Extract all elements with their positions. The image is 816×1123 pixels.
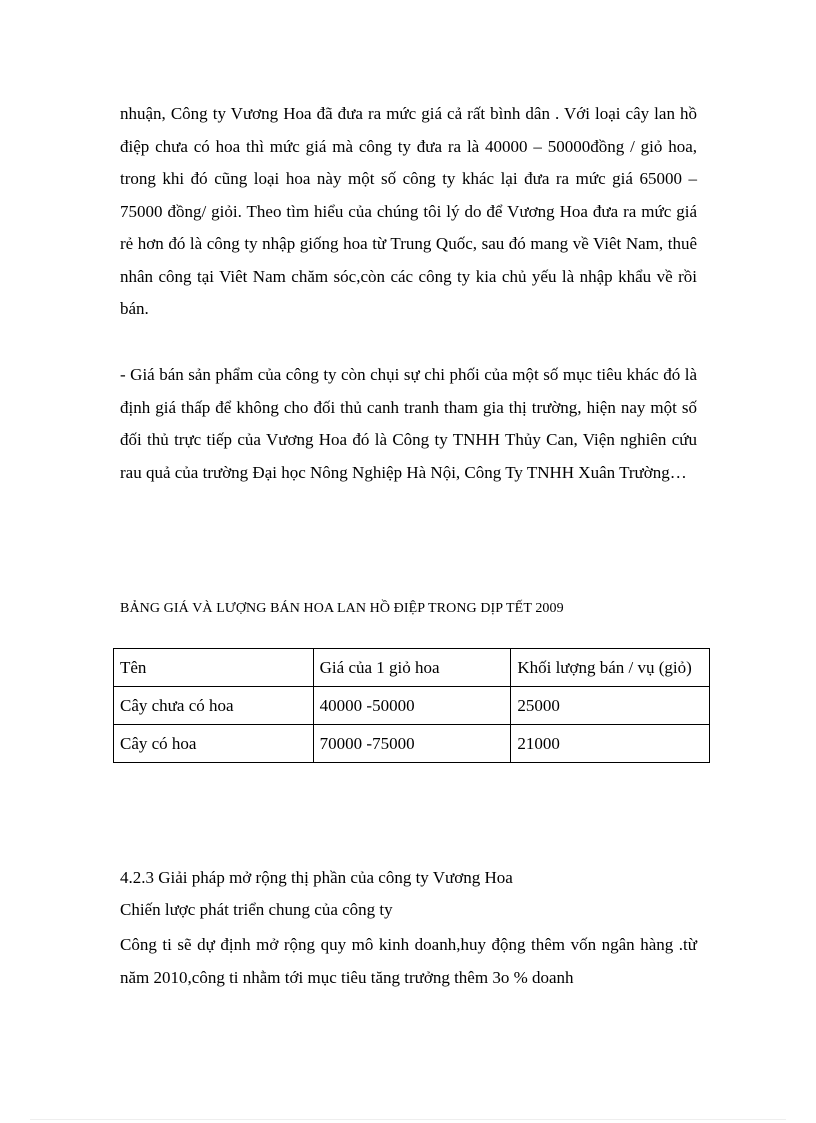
cell-price: 70000 -75000 [313,725,511,763]
section-title: 4.2.3 Giải pháp mở rộng thị phần của công ty Vương Hoa [120,868,513,887]
table-title: BẢNG GIÁ VÀ LƯỢNG BÁN HOA LAN HỒ ĐIỆP TRONG DỊP TẾT 2009 [120,601,564,616]
page-bottom-divider [30,1119,786,1120]
cell-volume: 21000 [511,725,710,763]
header-cell-name: Tên [114,649,314,687]
cell-name: Cây chưa có hoa [114,687,314,725]
table-row [114,687,710,725]
paragraph-competition [120,359,697,489]
header-cell-price: Giá của 1 giỏ hoa [313,649,511,687]
section-subtitle: Chiến lược phát triển chung của công ty [120,900,393,919]
cell-volume: 25000 [511,687,710,725]
header-cell-volume: Khối lượng bán / vụ (giỏ) [511,649,710,687]
table-row [114,725,710,763]
paragraph-pricing-text: nhuận, Công ty Vương Hoa đã đưa ra mức giá cả rất bình dân . Với loại cây lan hồ điệp chưa có hoa thì mức giá mà công ty đưa ra là 40000 – 50000đồng / giỏ hoa, trong khi đó cũng loại hoa này một số công ty khác lại đưa ra mức giá 65000 – 75000 đồng/ giỏi. Theo tìm hiểu của chúng tôi lý do để Vương Hoa đưa ra mức giá rẻ hơn đó là công ty nhập giống hoa từ Trung Quốc, sau đó mang về Viêt Nam, thuê nhân công tại Viêt Nam chăm sóc,còn các công ty kia chủ yếu là nhập khẩu về rồi bán. [120,104,697,318]
paragraph-competition-text: - Giá bán sản phẩm của công ty còn chụi sự chi phối của một số mục tiêu khác đó là định giá thấp để không cho đối thủ canh tranh tham gia thị trường, hiện nay một số đối thủ trực tiếp của Vương Hoa đó là Công ty TNHH Thủy Can, Viện nghiên cứu rau quả của trường Đại học Nông Nghiệp Hà Nội, Công Ty TNHH Xuân Trường… [120,365,697,482]
paragraph-pricing [120,98,697,326]
price-table [113,648,710,763]
cell-name: Cây có hoa [114,725,314,763]
table-header-row [114,649,710,687]
section-body: Công ti sẽ dự định mở rộng quy mô kinh doanh,huy động thêm vốn ngân hàng .từ năm 2010,công ti nhằm tới mục tiêu tăng trưởng thêm 3o % doanh [120,935,697,987]
cell-price: 40000 -50000 [313,687,511,725]
